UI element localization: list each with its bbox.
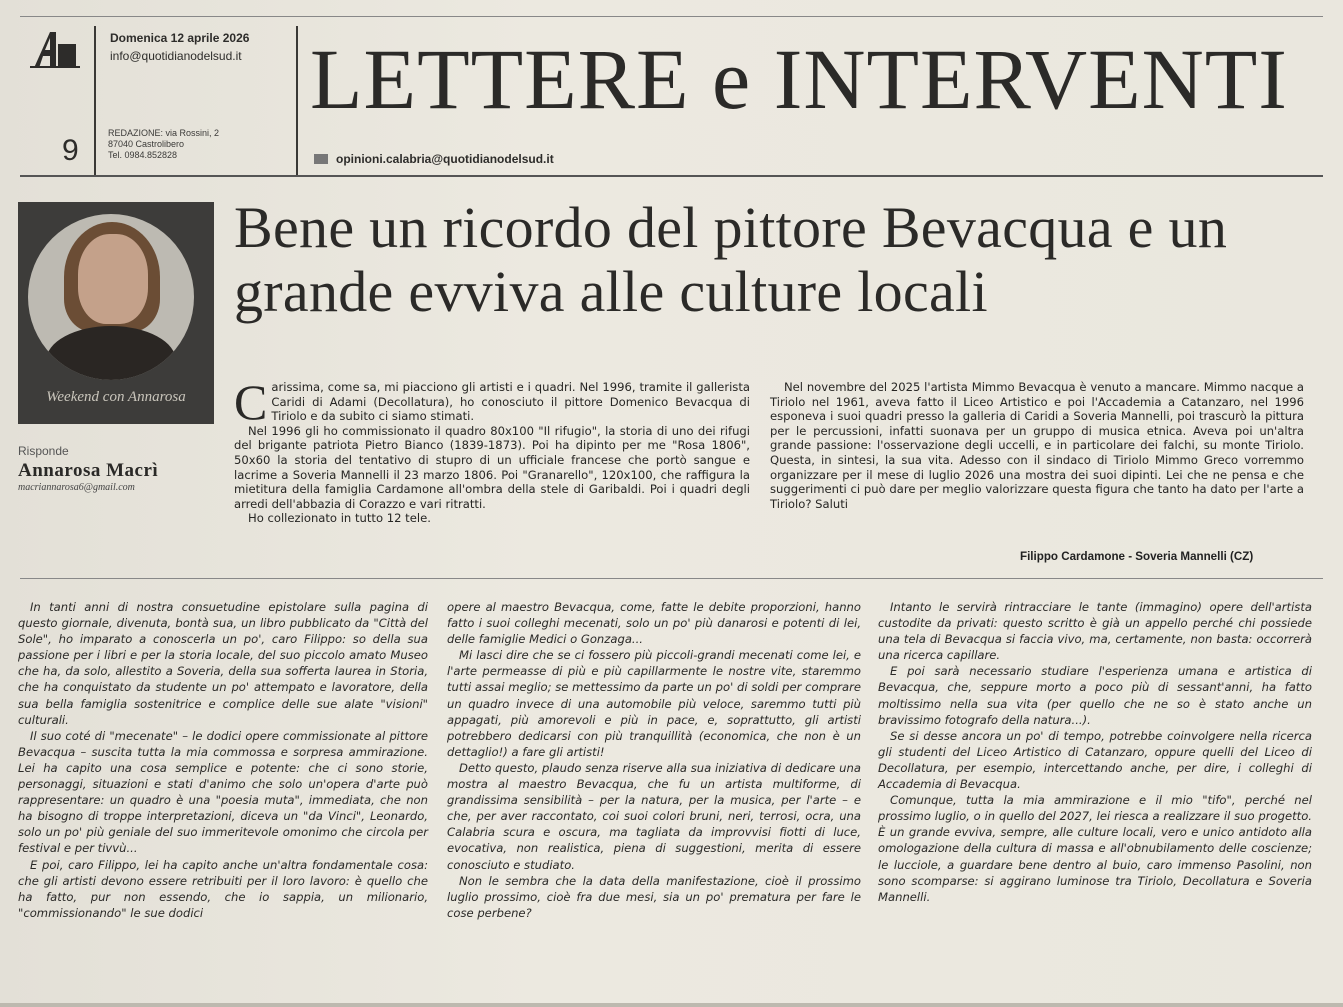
section-rule	[20, 578, 1323, 579]
photo-caption: Weekend con Annarosa	[46, 389, 186, 405]
section-title: LETTERE e INTERVENTI	[310, 31, 1288, 127]
columnist-name: Annarosa Macrì	[18, 460, 159, 481]
portrait	[28, 214, 194, 380]
response-paragraph: In tanti anni di nostra consuetudine epistolare sulla pagina di questo giornale, divenuta, bontà sua, un libro pubblicato da "Città del Sole", ho imparato a conoscerla un po', caro Filippo: so della sua passione per i libri e per la storia locale, del suo piccolo amato Museo che ha, da solo, allestito a Soveria, della sua sofferta laurea in Storia, che ha conquistato da studente un po' attempato e lavoratore, della sua bella famiglia sostenitrice e complice delle sue alate "visioni" culturali.	[18, 600, 428, 727]
response-paragraph: E poi sarà necessario studiare l'esperienza umana e artistica di Bevacqua, che, seppure morto a poco più di sessant'anni, ha fatto moltissimo nella sua vita (per quello che ne so è stato anche un bravissimo fotografo della natura...).	[878, 664, 1312, 727]
issue-date: Domenica 12 aprile 2026	[110, 31, 250, 45]
article-headline: Bene un ricordo del pittore Bevacqua e un grande evviva alle culture locali	[234, 195, 1228, 324]
response-paragraph: Detto questo, plaudo senza riserve alla sua iniziativa di dedicare una mostra al maestro Bevacqua, che fu un artista multiforme, di grandissima sensibilità – per la natura, per la musica, per l'arte – e che, per aver raccontato, coi suoi colori bruni, neri, terrosi, ocra, una Calabria scura e oscura, ma tagliata da improvvisi fiotti di luce, evocativa, non realistica, piena di suggestioni, merita di essere conosciuto e studiato.	[447, 760, 861, 872]
response-paragraph: Se si desse ancora un po' di tempo, potrebbe coinvolgere nella ricerca gli studenti del Liceo Artistico di Catanzaro, oppure quelli del Liceo di Decollatura, per esempio, intercettando anche, per dire, i colleghi di Accademia di Bevacqua.	[878, 728, 1312, 792]
response-paragraph: Non le sembra che la data della manifestazione, cioè il prossimo luglio prossimo, cioè fra due mesi, sia un po' prematura per fare le cose perbene?	[447, 873, 861, 920]
response-paragraph: Mi lasci dire che se ci fossero più piccoli-grandi mecenati come lei, e l'arte permeasse di più e più capillarmente le nostre vite, staremmo tutti assai meglio; se mettessimo da parte un po' di soldi per comprare un quadro invece di una automobile più veloce, saremmo tutti più appagati, più amorevoli e più in pace, e, soprattutto, gli artisti potrebbero dedicarsi con più tranquillità (economica, che non è un dettaglio!) a fare gli artisti!	[447, 648, 861, 759]
columnist-email: macriannarosa6@gmail.com	[18, 482, 135, 493]
letter-signature: Filippo Cardamone - Soveria Mannelli (CZ)	[1020, 550, 1254, 563]
response-paragraph: Intanto le servirà rintracciare le tante (immagino) opere dell'artista custodite da privati: questo scritto è già un appello perché chi possiede una tela di Bevacqua si faccia vivo, ma, certamente, non basta: occorrerà una ricerca capillare.	[878, 600, 1312, 663]
columnist-photo	[18, 202, 214, 424]
response-paragraph: E poi, caro Filippo, lei ha capito anche un'altra fondamentale cosa: che gli artisti devono essere retribuiti per il loro lavoro: è quello che ha fatto, pur non essendo, che io sappia, un milionario, "commissionando" le sue dodici	[18, 857, 428, 920]
drop-cap: C	[234, 374, 268, 430]
top-rule	[20, 16, 1323, 17]
page-number: 9	[62, 134, 79, 167]
response-paragraph: Comunque, tutta la mia ammirazione e il mio "tifo", perché nel prossimo luglio, o in quello del 2027, lei riesca a realizzare il suo progetto. È un grande evviva, sempre, alle culture locali, vero e unico antidoto alla omologazione della cultura di massa e all'obnubilamento delle coscienze; le lucciole, a guardare bene dentro al buio, caro immenso Pasolini, non sono scomparse: si aggirano luminose tra Tiriolo, Decollatura e Soveria Mannelli.	[878, 793, 1312, 904]
response-column-2	[447, 599, 861, 921]
redazione-info: REDAZIONE: via Rossini, 2 87040 Castrolibero Tel. 0984.852828	[108, 128, 220, 160]
letter-paragraph: Nel 1996 gli ho commissionato il quadro 80x100 "Il rifugio", la storia di uno dei rifugi del brigante patriota Pietro Bianco (1839-1873). Poi ha dipinto per me "Rosa 1806", 50x60 la storia del tentativo di stupro di un ufficiale francese che portò sangue e lacrime a Soveria Mannelli il 23 marzo 1806. Poi "Granarello", 120x100, che raffigura la mietitura della famiglia Cardamone all'ombra della stele di Garibaldi. Poi i quadri degli arredi dell'abbazia di Corazzo e vari ritratti.	[234, 423, 750, 511]
header-divider	[94, 26, 96, 176]
response-paragraph: opere al maestro Bevacqua, come, fatte le debite proporzioni, hanno fatto i suoi colleghi mecenati, solo un po' più danarosi e potenti di lei, delle famiglie Medici o Gonzaga...	[447, 600, 861, 647]
mail-icon	[314, 154, 328, 164]
letter-paragraph: Nel novembre del 2025 l'artista Mimmo Bevacqua è venuto a mancare. Mimmo nacque a Tiriolo nel 1961, aveva fatto il Liceo Artistico e poi l'Accademia a Catanzaro, nel 1996 esponeva i suoi quadri presso la galleria di Caridi a Soveria Mannelli, poi trascurò la pittura per le percussioni, infatti suonava per un gruppo di musica etnica. Aveva poi un'altra grande passione: l'osservazione degli uccelli, e in particolare dei falchi, su monte Tiriolo. Questa, in sintesi, la sua vita. Adesso con il sindaco di Tiriolo Mimmo Greco vorremmo organizzare per il mese di luglio 2026 una mostra dei suoi dipinti. Lei che ne pensa e che suggerimenti ci può dare per meglio valorizzare questa figura che tanto ha dato per l'arte a Tiriolo? Saluti	[770, 380, 1304, 511]
newspaper-email: info@quotidianodelsud.it	[110, 49, 242, 63]
letter-paragraph: Ho collezionato in tutto 12 tele.	[248, 511, 431, 526]
response-column-3	[878, 599, 1312, 905]
responds-label: Risponde	[18, 444, 69, 458]
response-paragraph: Il suo coté di "mecenate" – le dodici opere commissionate al pittore Bevacqua – suscita tutta la mia commossa e sorpresa ammirazione. Lei ha capito una cosa semplice e potente: che ci sono storie, personaggi, situazioni e stati d'animo che solo un'opera d'arte può rappresentare: un quadro è una "poesia muta", immediata, che non ha bisogno di troppe interpretazioni, diceva un "da Vinci", Leonardo, solo un po' più geniale del suo immeritevole omonimo che circola per festival e per tivvù...	[18, 728, 428, 856]
header-rule	[20, 175, 1323, 177]
header-divider	[296, 26, 298, 176]
page-edge	[0, 1003, 1343, 1007]
section-email: opinioni.calabria@quotidianodelsud.it	[336, 152, 554, 166]
reader-letter-column-2	[770, 380, 1304, 511]
reader-letter-column-1: Carissima, come sa, mi piacciono gli artisti e i quadri. Nel 1996, tramite il gallerista Caridi di Adami (Decollatura), ho conosciuto il pittore Domenico Bevacqua di Tiriolo e da subito ci siamo stimati. Nel 1996 gli ho commissionato il quadro 80x100 "Il rifugio", la storia di uno dei rifugi del brigante patriota Pietro Bianco (1839-1873). Poi ha dipinto per me "Rosa 1806", 50x60 la storia del tentativo di stupro di un ufficiale francese che portò sangue e lacrime a Soveria Mannelli il 23 marzo 1806. Poi "Granarello", 120x100, che raffigura la mietitura della famiglia Cardamone all'ombra della stele di Garibaldi. Poi i quadri degli arredi dell'abbazia di Corazzo e vari ritratti. Ho collezionato in tutto 12 tele.	[234, 374, 750, 526]
newspaper-logo	[30, 28, 80, 70]
response-column-1	[18, 599, 428, 921]
